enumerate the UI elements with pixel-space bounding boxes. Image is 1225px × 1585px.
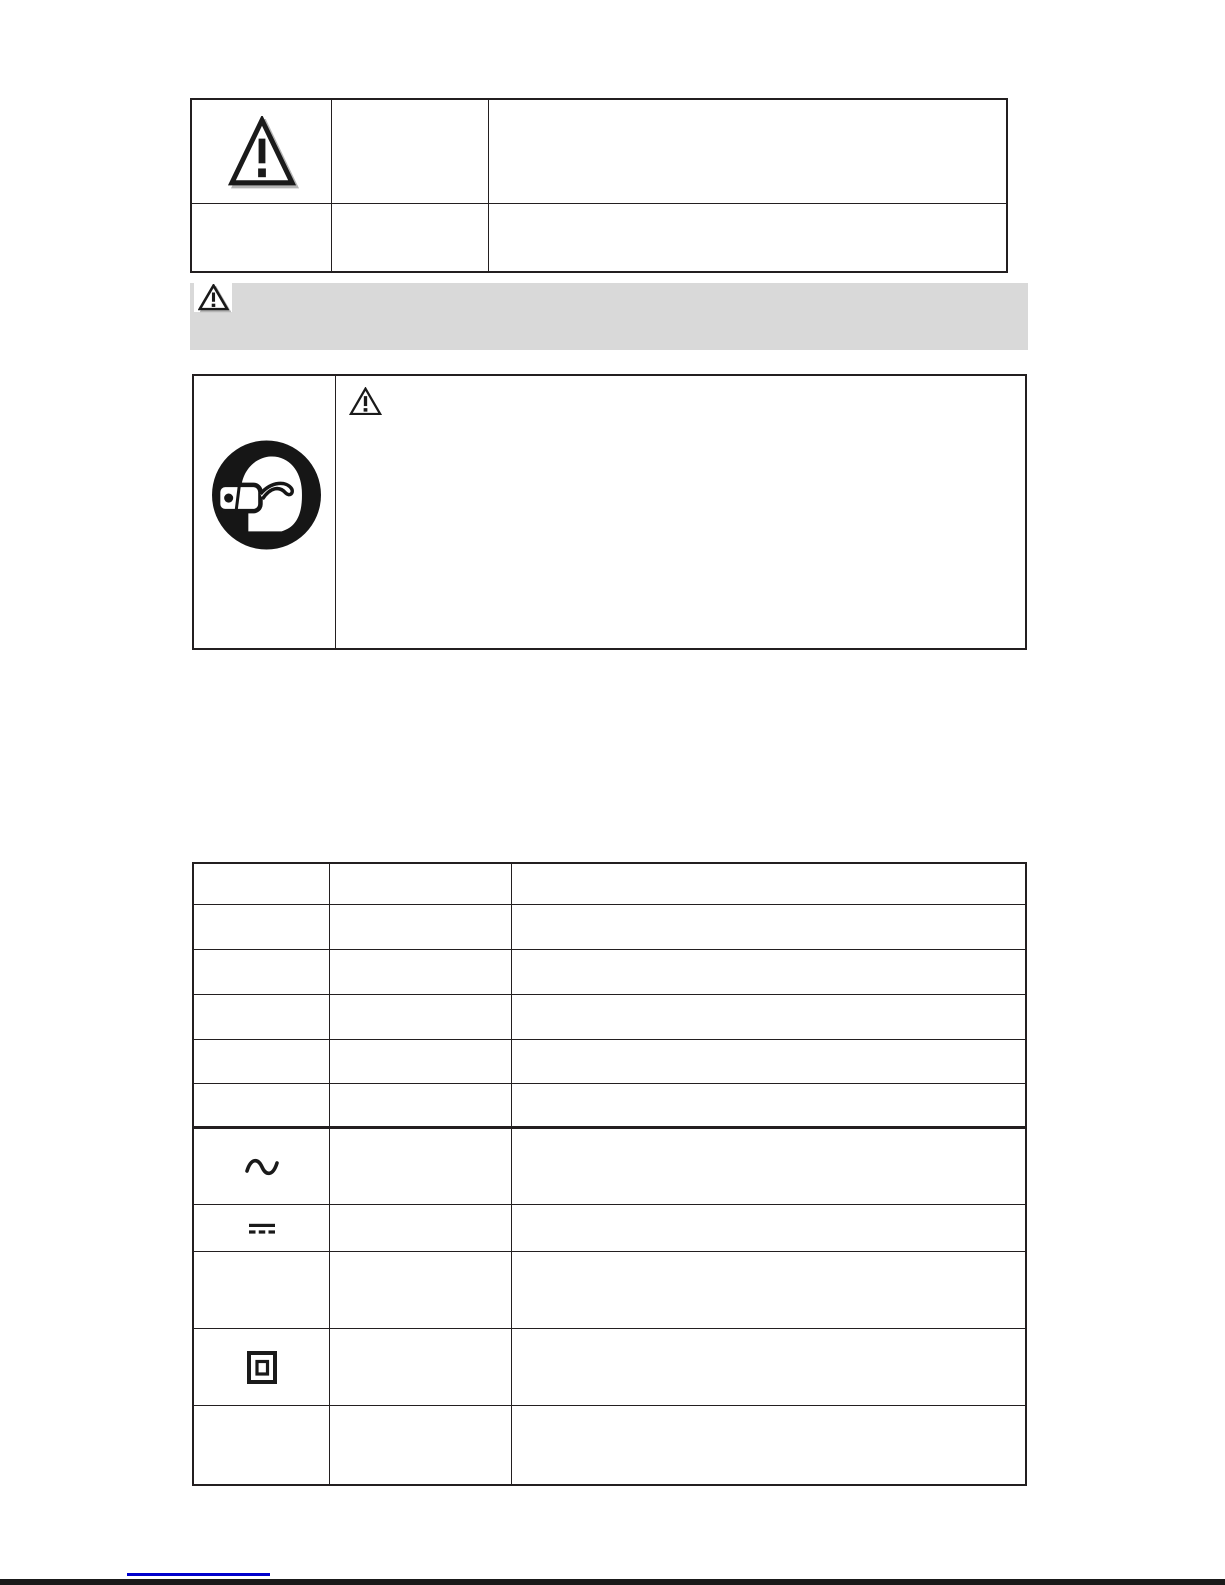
hazard-word-cell <box>331 100 488 203</box>
symbol-description-cell <box>511 1329 1025 1405</box>
warning-triangle-icon <box>349 387 382 416</box>
symbol-description-cell <box>511 1406 1025 1484</box>
symbol-cell <box>194 1129 329 1204</box>
hazard-table <box>190 98 1008 273</box>
symbol-cell <box>194 995 329 1039</box>
ac-symbol <box>244 1155 280 1179</box>
symbol-name-cell <box>329 1040 511 1083</box>
hazard-icon-cell <box>192 204 331 271</box>
symbol-name-cell <box>329 1205 511 1251</box>
symbol-name-cell <box>329 1252 511 1328</box>
symbol-description-cell <box>511 1084 1025 1126</box>
symbol-cell <box>194 1252 329 1328</box>
goggles-icon-wrap <box>211 439 322 556</box>
symbol-name-cell <box>329 1084 511 1126</box>
symbols-table-row <box>194 1252 1025 1329</box>
symbols-table-row <box>194 995 1025 1040</box>
hazard-table-row <box>192 100 1006 204</box>
symbol-description-cell <box>511 1205 1025 1251</box>
symbol-cell <box>194 1205 329 1251</box>
symbol-name-cell <box>329 1329 511 1405</box>
symbol-cell <box>194 1040 329 1083</box>
symbols-table-row <box>194 950 1025 995</box>
symbol-cell <box>194 1406 329 1484</box>
symbol-description-cell <box>511 1129 1025 1204</box>
symbol-description-cell <box>511 995 1025 1039</box>
warning-triangle-icon <box>198 284 229 311</box>
page-edge-bar <box>0 1579 1225 1585</box>
hazard-table-row <box>192 204 1006 271</box>
symbols-table-header-row <box>194 864 1025 905</box>
symbol-name-cell <box>329 905 511 949</box>
dc-symbol <box>249 1223 275 1234</box>
note-banner-icon-patch <box>194 283 232 312</box>
eye-protection-text-cell <box>335 376 1025 648</box>
hazard-icon-cell <box>192 100 331 203</box>
footer-link-underline[interactable] <box>127 1573 270 1576</box>
symbol-description-cell <box>511 905 1025 949</box>
eye-protection-icon-cell <box>194 376 335 648</box>
symbols-table-row <box>194 1129 1025 1205</box>
warning-triangle-icon <box>228 116 296 188</box>
symbols-table-row <box>194 1084 1025 1129</box>
symbol-cell <box>194 1329 329 1405</box>
symbols-table-row <box>194 1205 1025 1252</box>
symbol-name-cell <box>329 950 511 994</box>
eye-protection-table <box>192 374 1027 650</box>
symbol-cell <box>194 864 329 904</box>
symbol-name-cell <box>329 995 511 1039</box>
symbol-description-cell <box>511 1040 1025 1083</box>
symbol-cell <box>194 1084 329 1126</box>
symbols-table <box>192 862 1027 1486</box>
symbol-name-cell <box>329 1406 511 1484</box>
symbol-name-cell <box>329 864 511 904</box>
symbols-table-row <box>194 1406 1025 1484</box>
hazard-description-cell <box>488 100 1006 203</box>
safety-goggles-icon <box>211 439 322 551</box>
symbol-cell <box>194 905 329 949</box>
double-insulation-symbol <box>247 1351 277 1384</box>
symbol-description-cell <box>511 864 1025 904</box>
symbol-description-cell <box>511 1252 1025 1328</box>
symbol-description-cell <box>511 950 1025 994</box>
symbol-name-cell <box>329 1129 511 1204</box>
symbol-cell <box>194 950 329 994</box>
hazard-word-cell <box>331 204 488 271</box>
symbols-table-row <box>194 905 1025 950</box>
symbols-table-row <box>194 1329 1025 1406</box>
note-banner <box>190 283 1028 350</box>
symbols-table-row <box>194 1040 1025 1084</box>
hazard-description-cell <box>488 204 1006 271</box>
